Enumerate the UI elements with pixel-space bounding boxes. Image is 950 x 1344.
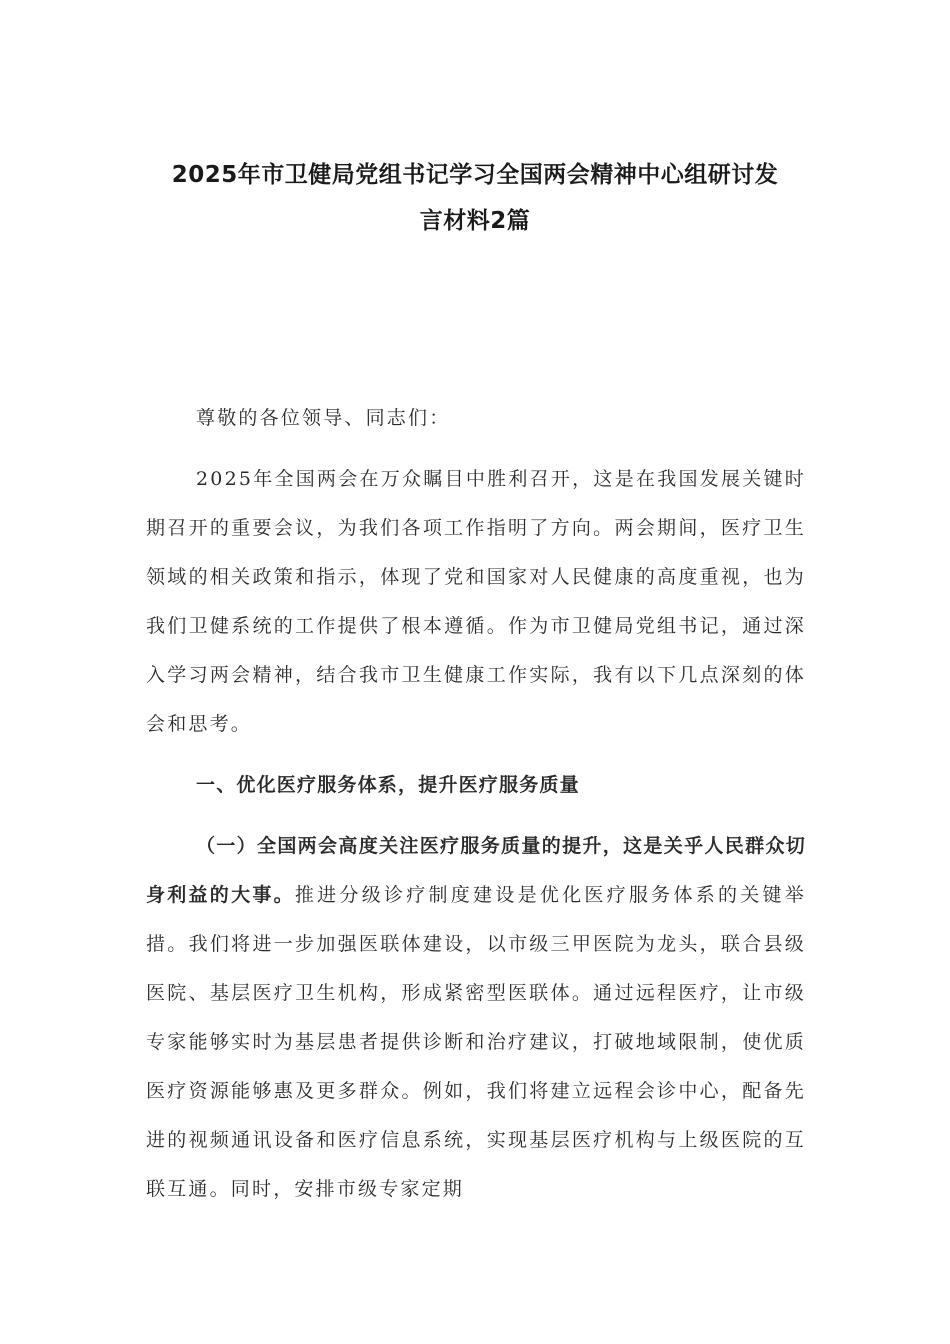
title-line-1: 2025年市卫健局党组书记学习全国两会精神中心组研讨发 [171, 162, 779, 188]
document-body [146, 394, 806, 1226]
section-heading: 一、优化医疗服务体系，提升医疗服务质量 [196, 774, 580, 796]
document-title [120, 152, 830, 244]
paragraph-text: 推进分级诊疗制度建设是优化医疗服务体系的关键举措。我们将进一步加强医联体建设，以市级三甲医院为龙头，联合县级医院、基层医疗卫生机构，形成紧密型医联体。通过远程医疗，让市级专家能够实时为基层患者提供诊断和治疗建议，打破地域限制，使优质医疗资源能够惠及更多群众。例如，我们将建立远程会诊中心，配备先进的视频通讯设备和医疗信息系统，实现基层医疗机构与上级医院的互联互通。同时，安排市级专家定期 [146, 884, 806, 1200]
intro-paragraph: 2025年全国两会在万众瞩目中胜利召开，这是在我国发展关键时期召开的重要会议，为我们各项工作指明了方向。两会期间，医疗卫生领域的相关政策和指示，体现了党和国家对人民健康的高度重视，也为我们卫健系统的工作提供了根本遵循。作为市卫健局党组书记，通过深入学习两会精神，结合我市卫生健康工作实际，我有以下几点深刻的体会和思考。 [146, 468, 806, 735]
section-paragraph [146, 822, 806, 1214]
greeting: 尊敬的各位领导、同志们： [196, 407, 451, 429]
paragraph-lead-sentence: （一）全国两会高度关注医疗服务质量的提升，这是关乎人民群众切身利益的大事。 [146, 835, 806, 906]
title-line-2: 言材料2篇 [419, 208, 531, 234]
